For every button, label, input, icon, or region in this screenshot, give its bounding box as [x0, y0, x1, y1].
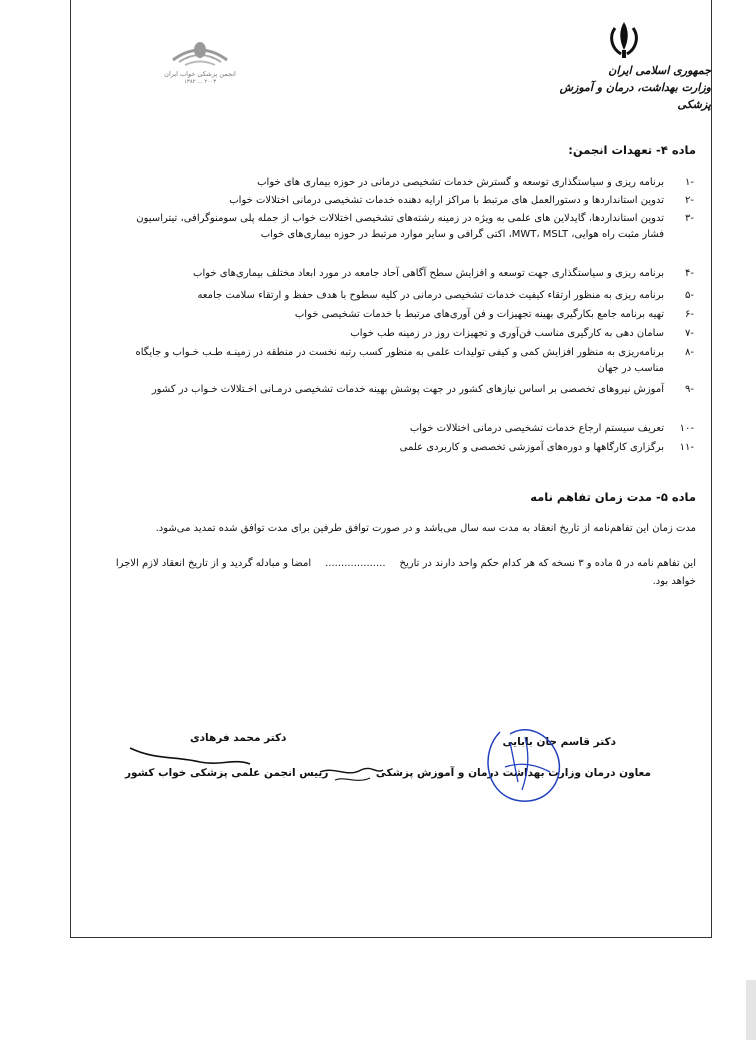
list-item: [124, 307, 694, 323]
item-number: -۴: [685, 268, 694, 279]
item-number: -۸: [685, 347, 694, 358]
item-text: آموزش نیروهای تخصصی بر اساس نیازهای کشور در جهت پوشش بهینه خدمات تشخیصی درمـانی اخـتلالات خـواب در کشور: [151, 384, 664, 395]
left-signatory-name: دکتر محمد فرهادی: [190, 732, 287, 744]
item-number: -۶: [685, 309, 694, 320]
society-emblem-icon: [145, 38, 255, 70]
ministry-line2: وزارت بهداشت، درمان و آموزش پزشکی: [559, 81, 711, 111]
item-number: -۱۱: [679, 442, 694, 453]
society-sub: ۱۳۸۲ ... ۲۰۰۳: [183, 79, 217, 85]
list-item: [124, 193, 694, 209]
item-text: برنامه ریزی و سیاستگذاری توسعه و گسترش خدمات تشخیصی درمانی در حوزه بیماری های خواب: [257, 177, 664, 188]
list-item: [124, 175, 694, 191]
society-logo: [145, 38, 255, 83]
item-text: تهیه برنامه جامع بکارگیری بهینه تجهیزات و فن آوری‌های مرتبط با خدمات تشخیصی خواب: [294, 309, 664, 320]
list-item: [124, 288, 694, 304]
item-text: تدوین استانداردها، گایدلاین های علمی به ویژه در زمینه رشته‌های تشخیصی اختلالات خواب از جمله پلی سومنوگرافی، تیتراسیون فشار مثبت راه هوایی، MWT، MSLT، اکتی گرافی و سایر موارد مرتبط در حوزه بیماری‌های خواب: [136, 213, 664, 240]
article5-paragraph1: مدت زمان این تفاهم‌نامه از تاریخ انعقاد به مدت سه سال می‌باشد و در صورت توافق طرفین برای مدت توافق شده تمدید می‌شود.: [155, 523, 696, 534]
list-item: [124, 345, 694, 377]
list-item: [124, 382, 694, 398]
blue-signature-icon: [470, 712, 570, 812]
date-blank: ...................: [325, 558, 386, 569]
item-number: -۷: [685, 328, 694, 339]
right-signatory-title: معاون درمان وزارت بهداشت درمان و آموزش پزشکی: [375, 767, 651, 779]
ministry-name: [531, 62, 711, 113]
item-number: -۵: [685, 290, 694, 301]
iran-emblem-icon: [607, 20, 641, 60]
black-signature-icon: [125, 740, 385, 790]
item-number: -۱: [685, 177, 694, 188]
page-frame: [70, 0, 712, 938]
society-name: انجمن پزشکی خواب ایران: [164, 70, 236, 78]
item-number: -۲: [685, 195, 694, 206]
ministry-line1: جمهوری اسلامی ایران: [608, 64, 711, 77]
list-item: [124, 266, 694, 282]
list-item: [124, 326, 694, 342]
item-text: برنامه‌ریزی به منظور افزایش کمی و کیفی تولیدات علمی به منظور کسب رتبه نخست در منطقه در زمینـه طـب خـواب و جایگاه مناسب در جهان: [135, 347, 664, 374]
ministry-logo: [531, 20, 711, 110]
item-number: -۹: [685, 384, 694, 395]
article5-title: ماده ۵- مدت زمان تفاهم نامه: [530, 490, 696, 504]
item-number: -۳: [685, 213, 694, 224]
item-text: تدوین استانداردها و دستورالعمل های مرتبط با مراکز ارایه دهنده خدمات تشخیصی درمانی اختلالات خواب: [229, 195, 664, 206]
list-item: [124, 421, 694, 437]
paragraph2-end: امضا و مبادله گردید و از تاریخ انعقاد لازم الاجرا خواهد بود.: [115, 558, 696, 587]
item-text: برگزاری کارگاهها و دوره‌های آموزشی تخصصی و کاربردی علمی: [399, 442, 664, 453]
item-text: تعریف سیستم ارجاع خدمات تشخیصی درمانی اختلالات خواب: [409, 423, 664, 434]
right-signatory-name: دکتر قاسم جان بابایی: [502, 736, 616, 748]
left-signatory-title: رییس انجمن علمی پزشکی خواب کشور: [125, 767, 329, 779]
list-item: [124, 211, 694, 243]
item-text: سامان دهی به کارگیری مناسب فن‌آوری و تجهیزات روز در زمینه طب خواب: [350, 328, 664, 339]
article5-paragraph2: [106, 555, 696, 591]
item-text: برنامه ریزی و سیاستگذاری جهت توسعه و افزایش سطح آگاهی آحاد جامعه در مورد ابعاد مختلف بیماری‌های خواب: [193, 268, 664, 279]
paragraph2-start: این تفاهم نامه در ۵ ماده و ۳ نسخه که هر کدام حکم واحد دارند در تاریخ: [399, 558, 696, 569]
scan-edge: [746, 980, 756, 1040]
article4-title: ماده ۴- تعهدات انجمن:: [568, 143, 696, 157]
item-text: برنامه ریزی به منظور ارتقاء کیفیت خدمات تشخیصی درمانی در کلیه سطوح با هدف حفظ و ارتقاء سلامت جامعه: [197, 290, 664, 301]
list-item: [124, 440, 694, 456]
item-number: -۱۰: [679, 423, 694, 434]
